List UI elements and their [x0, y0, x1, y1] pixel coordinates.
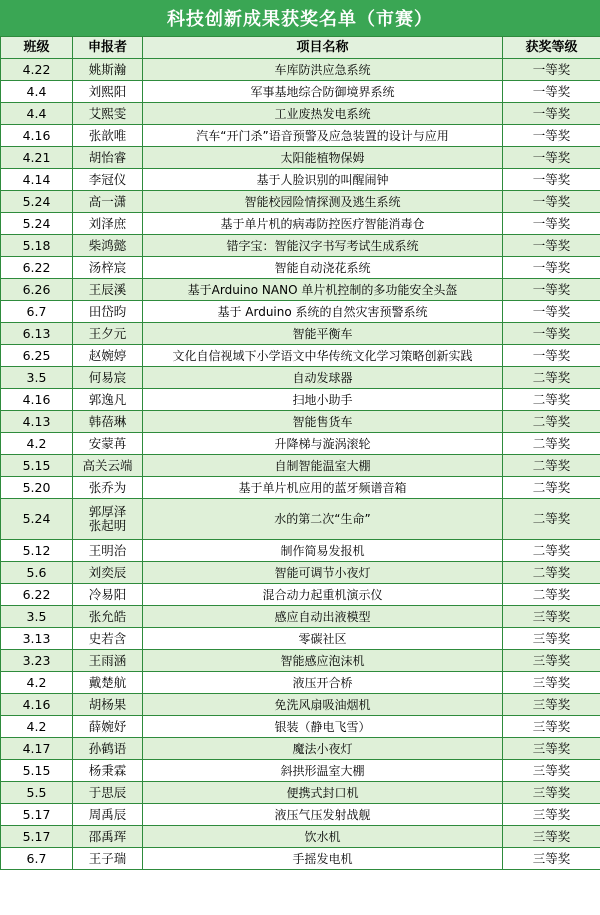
cell-class: 4.16: [1, 389, 73, 411]
cell-award: 一等奖: [503, 81, 600, 103]
cell-class: 4.2: [1, 433, 73, 455]
table-row: [1, 738, 600, 760]
cell-applicant: 邵禹珲: [73, 826, 143, 848]
cell-applicant: 王夕元: [73, 323, 143, 345]
cell-applicant: 王子瑞: [73, 848, 143, 870]
cell-project: 文化自信视域下小学语文中华传统文化学习策略创新实践: [143, 345, 503, 367]
cell-applicant: 高一潇: [73, 191, 143, 213]
cell-award: 二等奖: [503, 477, 600, 499]
cell-project: 车库防洪应急系统: [143, 59, 503, 81]
cell-applicant: 艾熙雯: [73, 103, 143, 125]
page-title: 科技创新成果获奖名单（市赛）: [0, 0, 600, 36]
cell-award: 三等奖: [503, 782, 600, 804]
cell-award: 二等奖: [503, 584, 600, 606]
table-row: [1, 345, 600, 367]
cell-applicant: 冷易阳: [73, 584, 143, 606]
cell-applicant: 张乔为: [73, 477, 143, 499]
cell-project: 工业废热发电系统: [143, 103, 503, 125]
cell-award: 二等奖: [503, 411, 600, 433]
cell-applicant: 刘熙阳: [73, 81, 143, 103]
cell-award: 一等奖: [503, 301, 600, 323]
cell-applicant: 薛婉妤: [73, 716, 143, 738]
cell-applicant: 汤梓宸: [73, 257, 143, 279]
cell-award: 一等奖: [503, 213, 600, 235]
cell-applicant: 安蒙苒: [73, 433, 143, 455]
cell-class: 6.7: [1, 301, 73, 323]
cell-class: 5.17: [1, 804, 73, 826]
table-row: [1, 782, 600, 804]
cell-award: 三等奖: [503, 804, 600, 826]
table-row: [1, 694, 600, 716]
cell-class: 5.24: [1, 213, 73, 235]
cell-project: 智能可调节小夜灯: [143, 562, 503, 584]
cell-class: 6.13: [1, 323, 73, 345]
cell-applicant: 王明治: [73, 540, 143, 562]
cell-project: 感应自动出液模型: [143, 606, 503, 628]
cell-project: 智能感应泡沫机: [143, 650, 503, 672]
cell-project: 混合动力起重机演示仪: [143, 584, 503, 606]
cell-class: 4.14: [1, 169, 73, 191]
cell-class: 6.25: [1, 345, 73, 367]
cell-applicant: 于思辰: [73, 782, 143, 804]
header-class: 班级: [1, 37, 73, 59]
cell-applicant: 史若含: [73, 628, 143, 650]
table-row: [1, 455, 600, 477]
table-row: [1, 826, 600, 848]
header-award: 获奖等级: [503, 37, 600, 59]
cell-award: 一等奖: [503, 125, 600, 147]
cell-class: 5.20: [1, 477, 73, 499]
cell-class: 4.16: [1, 694, 73, 716]
cell-class: 6.22: [1, 584, 73, 606]
cell-class: 4.2: [1, 672, 73, 694]
cell-award: 三等奖: [503, 738, 600, 760]
table-row: [1, 650, 600, 672]
cell-project: 斜拱形温室大棚: [143, 760, 503, 782]
cell-applicant: 高关云端: [73, 455, 143, 477]
cell-project: 自动发球器: [143, 367, 503, 389]
cell-project: 基于单片机应用的蓝牙频谱音箱: [143, 477, 503, 499]
cell-applicant: 柴鸿懿: [73, 235, 143, 257]
table-row: [1, 323, 600, 345]
table-row: [1, 367, 600, 389]
cell-class: 4.4: [1, 103, 73, 125]
cell-award: 二等奖: [503, 499, 600, 540]
cell-class: 4.16: [1, 125, 73, 147]
cell-class: 3.5: [1, 606, 73, 628]
cell-award: 二等奖: [503, 389, 600, 411]
cell-award: 一等奖: [503, 59, 600, 81]
awards-table: [0, 36, 600, 870]
cell-applicant: 王辰溪: [73, 279, 143, 301]
cell-project: 智能校园险情探测及逃生系统: [143, 191, 503, 213]
cell-award: 三等奖: [503, 716, 600, 738]
cell-class: 5.15: [1, 760, 73, 782]
table-row: [1, 760, 600, 782]
cell-award: 一等奖: [503, 345, 600, 367]
cell-class: 4.17: [1, 738, 73, 760]
cell-project: 升降梯与漩涡滚轮: [143, 433, 503, 455]
cell-project: 基于单片机的病毒防控医疗智能消毒仓: [143, 213, 503, 235]
cell-class: 5.15: [1, 455, 73, 477]
cell-award: 二等奖: [503, 367, 600, 389]
cell-award: 二等奖: [503, 562, 600, 584]
cell-class: 5.12: [1, 540, 73, 562]
table-row: [1, 499, 600, 540]
cell-award: 一等奖: [503, 103, 600, 125]
cell-award: 一等奖: [503, 323, 600, 345]
cell-award: 三等奖: [503, 606, 600, 628]
cell-project: 错字宝：智能汉字书写考试生成系统: [143, 235, 503, 257]
cell-award: 一等奖: [503, 279, 600, 301]
table-row: [1, 81, 600, 103]
cell-project: 银装（静电飞雪）: [143, 716, 503, 738]
cell-project: 军事基地综合防御境界系统: [143, 81, 503, 103]
cell-applicant: 郭逸凡: [73, 389, 143, 411]
cell-project: 自制智能温室大棚: [143, 455, 503, 477]
cell-award: 三等奖: [503, 650, 600, 672]
cell-applicant: 刘奕辰: [73, 562, 143, 584]
table-row: [1, 147, 600, 169]
table-body: [1, 59, 600, 870]
cell-project: 零碳社区: [143, 628, 503, 650]
cell-project: 智能自动浇花系统: [143, 257, 503, 279]
cell-class: 4.4: [1, 81, 73, 103]
cell-award: 一等奖: [503, 191, 600, 213]
cell-project: 魔法小夜灯: [143, 738, 503, 760]
cell-applicant: 郭厚泽 张起明: [73, 499, 143, 540]
cell-project: 汽车“开门杀”语音预警及应急装置的设计与应用: [143, 125, 503, 147]
cell-class: 5.24: [1, 499, 73, 540]
cell-award: 二等奖: [503, 455, 600, 477]
cell-applicant: 戴楚航: [73, 672, 143, 694]
table-row: [1, 125, 600, 147]
table-row: [1, 213, 600, 235]
table-row: [1, 433, 600, 455]
cell-award: 一等奖: [503, 147, 600, 169]
cell-class: 3.23: [1, 650, 73, 672]
cell-project: 饮水机: [143, 826, 503, 848]
table-row: [1, 169, 600, 191]
cell-class: 5.17: [1, 826, 73, 848]
header-row: [1, 37, 600, 59]
cell-applicant: 胡杨果: [73, 694, 143, 716]
cell-applicant: 田岱昀: [73, 301, 143, 323]
cell-class: 4.13: [1, 411, 73, 433]
cell-award: 三等奖: [503, 694, 600, 716]
cell-applicant: 张歆唯: [73, 125, 143, 147]
cell-applicant: 张允皓: [73, 606, 143, 628]
cell-award: 三等奖: [503, 672, 600, 694]
table-row: [1, 562, 600, 584]
cell-award: 三等奖: [503, 760, 600, 782]
cell-applicant: 周禹辰: [73, 804, 143, 826]
cell-project: 便携式封口机: [143, 782, 503, 804]
table-row: [1, 477, 600, 499]
cell-applicant: 孙鹤语: [73, 738, 143, 760]
cell-project: 液压气压发射战舰: [143, 804, 503, 826]
cell-class: 6.7: [1, 848, 73, 870]
cell-class: 4.21: [1, 147, 73, 169]
table-row: [1, 584, 600, 606]
cell-applicant: 胡怡睿: [73, 147, 143, 169]
cell-project: 免洗风扇吸油烟机: [143, 694, 503, 716]
table-row: [1, 672, 600, 694]
cell-class: 4.2: [1, 716, 73, 738]
table-row: [1, 103, 600, 125]
cell-project: 基于人脸识别的叫醒闹钟: [143, 169, 503, 191]
table-row: [1, 59, 600, 81]
cell-applicant: 李冠仪: [73, 169, 143, 191]
cell-class: 5.24: [1, 191, 73, 213]
cell-project: 制作简易发报机: [143, 540, 503, 562]
cell-award: 三等奖: [503, 848, 600, 870]
table-row: [1, 301, 600, 323]
table-row: [1, 848, 600, 870]
cell-class: 6.26: [1, 279, 73, 301]
cell-award: 三等奖: [503, 826, 600, 848]
table-row: [1, 540, 600, 562]
cell-applicant: 刘泽庶: [73, 213, 143, 235]
table-row: [1, 257, 600, 279]
cell-project: 水的第二次“生命”: [143, 499, 503, 540]
cell-award: 二等奖: [503, 540, 600, 562]
table-row: [1, 279, 600, 301]
table-row: [1, 804, 600, 826]
cell-project: 基于Arduino NANO 单片机控制的多功能安全头盔: [143, 279, 503, 301]
table-row: [1, 191, 600, 213]
header-applicant: 申报者: [73, 37, 143, 59]
cell-award: 二等奖: [503, 433, 600, 455]
cell-class: 5.18: [1, 235, 73, 257]
table-row: [1, 606, 600, 628]
header-project: 项目名称: [143, 37, 503, 59]
cell-project: 基于 Arduino 系统的自然灾害预警系统: [143, 301, 503, 323]
cell-applicant: 姚斯瀚: [73, 59, 143, 81]
cell-applicant: 杨秉霖: [73, 760, 143, 782]
cell-project: 液压开合桥: [143, 672, 503, 694]
table-row: [1, 411, 600, 433]
cell-class: 4.22: [1, 59, 73, 81]
cell-project: 智能平衡车: [143, 323, 503, 345]
cell-class: 5.6: [1, 562, 73, 584]
cell-project: 扫地小助手: [143, 389, 503, 411]
table-row: [1, 389, 600, 411]
cell-award: 三等奖: [503, 628, 600, 650]
table-row: [1, 628, 600, 650]
cell-project: 手摇发电机: [143, 848, 503, 870]
cell-award: 一等奖: [503, 169, 600, 191]
cell-class: 3.5: [1, 367, 73, 389]
cell-class: 6.22: [1, 257, 73, 279]
cell-project: 太阳能植物保姆: [143, 147, 503, 169]
cell-applicant: 何易宸: [73, 367, 143, 389]
table-row: [1, 716, 600, 738]
cell-applicant: 王雨涵: [73, 650, 143, 672]
cell-class: 5.5: [1, 782, 73, 804]
cell-applicant: 韩蓓琳: [73, 411, 143, 433]
cell-class: 3.13: [1, 628, 73, 650]
cell-award: 一等奖: [503, 257, 600, 279]
table-row: [1, 235, 600, 257]
cell-award: 一等奖: [503, 235, 600, 257]
cell-applicant: 赵婉婷: [73, 345, 143, 367]
cell-project: 智能售货车: [143, 411, 503, 433]
